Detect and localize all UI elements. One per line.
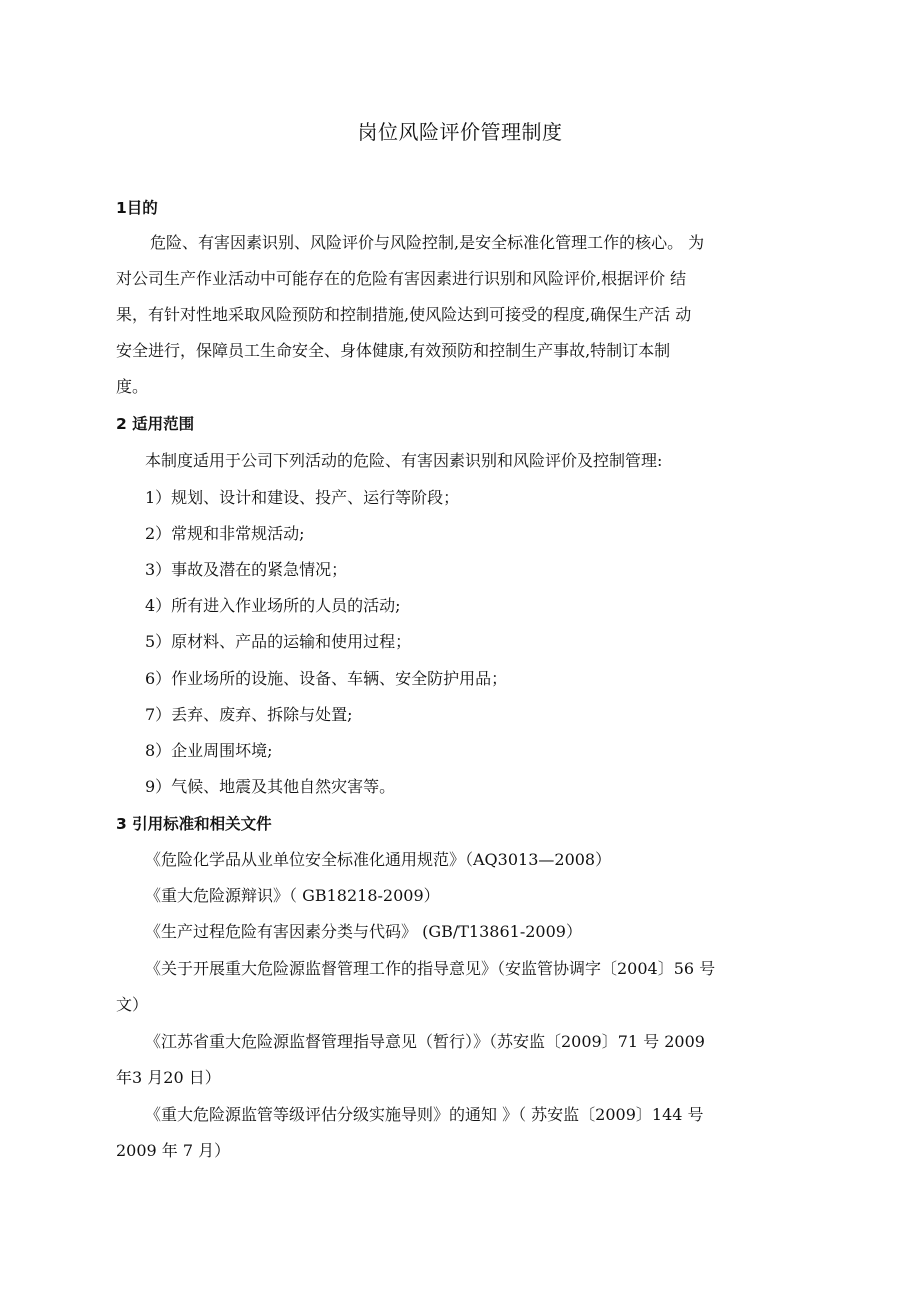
section-1-line: 危险、有害因素识别、风险评价与风险控制,是安全标准化管理工作的核心。 为 — [150, 233, 705, 252]
section-1-heading: 1目的 — [116, 199, 158, 217]
reference-line: 《重大危险源监管等级评估分级实施导则》的通知 》（ 苏安监〔2009〕144 号 — [145, 1105, 704, 1124]
reference-line: 年3 月20 日） — [116, 1068, 221, 1087]
section-2-heading: 2 适用范围 — [116, 415, 195, 433]
section-3-heading: 3 引用标准和相关文件 — [116, 815, 272, 833]
reference-line: 《危险化学品从业单位安全标准化通用规范》（AQ3013—2008） — [145, 850, 612, 869]
reference-line: 2009 年 7 月） — [116, 1141, 231, 1160]
reference-line: 《江苏省重大危险源监督管理指导意见（暂行）》（苏安监〔2009〕71 号 2009 — [145, 1032, 705, 1051]
list-item: 7）丢弃、废弃、拆除与处置; — [145, 705, 353, 724]
list-item: 8）企业周围坏境; — [145, 741, 273, 760]
list-item: 6）作业场所的设施、设备、车辆、安全防护用品； — [145, 669, 508, 688]
reference-line: 文） — [116, 995, 149, 1014]
list-item: 9）气候、地震及其他自然灾害等。 — [145, 777, 396, 796]
section-1-line: 果，有针对性地采取风险预防和控制措施,使风险达到可接受的程度,确保生产活 动 — [116, 305, 692, 324]
list-item: 3）事故及潜在的紧急情况； — [145, 560, 348, 579]
section-2-intro: 本制度适用于公司下列活动的危险、有害因素识别和风险评价及控制管理: — [145, 451, 663, 470]
reference-line: 《关于开展重大危险源监督管理工作的指导意见》（安监管协调字〔2004〕56 号 — [145, 959, 716, 978]
list-item: 2）常规和非常规活动; — [145, 524, 305, 543]
list-item: 1）规划、设计和建设、投产、运行等阶段； — [145, 488, 460, 507]
section-1-line: 度。 — [116, 377, 149, 396]
document-title: 岗位风险评价管理制度 — [357, 120, 563, 144]
list-item: 5）原材料、产品的运输和使用过程； — [145, 632, 412, 651]
list-item: 4）所有进入作业场所的人员的活动; — [145, 596, 401, 615]
section-1-line: 安全进行，保障员工生命安全、身体健康,有效预防和控制生产事故,特制订本制 — [116, 341, 671, 360]
section-1-line: 对公司生产作业活动中可能存在的危险有害因素进行识别和风险评价,根据评价 结 — [116, 269, 687, 288]
reference-line: 《重大危险源辩识》（ GB18218-2009） — [145, 886, 440, 905]
reference-line: 《生产过程危险有害因素分类与代码》 (GB/T13861-2009） — [145, 922, 582, 941]
